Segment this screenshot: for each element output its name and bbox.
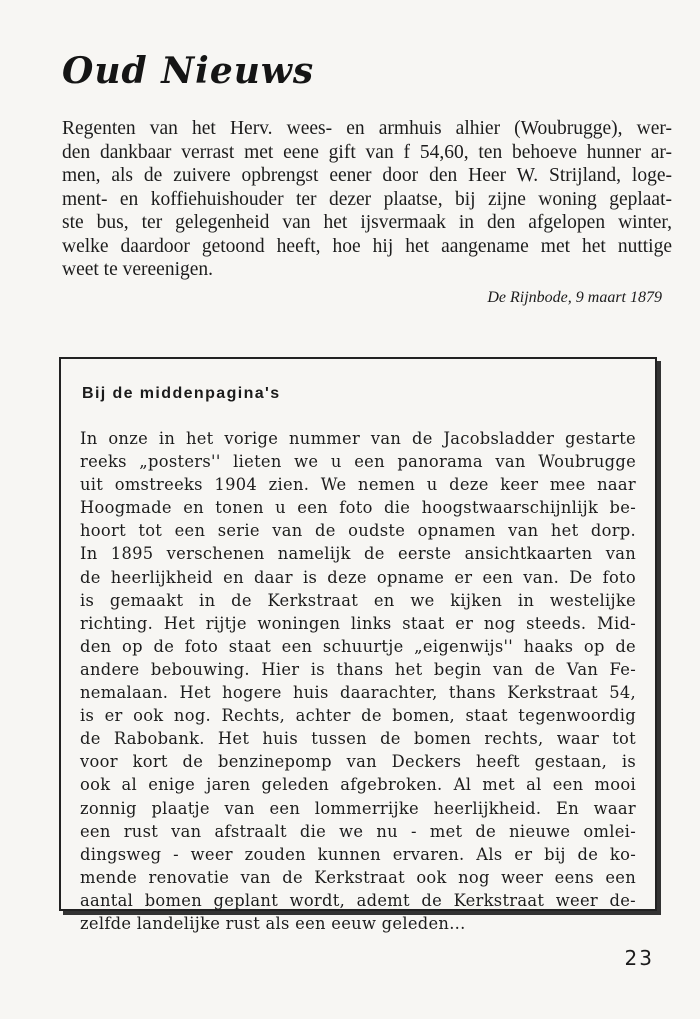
box-body (80, 427, 636, 935)
box-title: Bij de middenpagina's (82, 385, 281, 402)
box-line: is er ook nog. Rechts, achter de bomen, staat tegenwoordig (80, 706, 636, 726)
box-line: hoort tot een serie van de oudste opnamen van het dorp. (80, 521, 636, 541)
page-number: 23 (624, 946, 654, 970)
article-line: weet te vereenigen. (62, 259, 214, 280)
article-line: men, als de zuivere opbrengst eener door den Heer W. Strijland, loge- (62, 165, 672, 186)
box-line: In 1895 verschenen namelijk de eerste ansichtkaarten van (80, 544, 636, 564)
box-line: Hoogmade en tonen u een foto die hoogstwaarschijnlijk be- (80, 498, 636, 518)
box-shadow (657, 361, 661, 915)
box-line: aantal bomen geplant wordt, ademt de Kerkstraat weer de- (80, 890, 636, 910)
box-line: nemalaan. Het hogere huis daarachter, thans Kerkstraat 54, (80, 683, 636, 703)
box-line: voor kort de benzinepomp van Deckers heeft gestaan, is (80, 752, 636, 772)
box-line: een rust van afstraalt die we nu - met de nieuwe omlei- (80, 821, 636, 841)
box-line: mende renovatie van de Kerkstraat ook nog weer eens een (80, 867, 636, 887)
box-line: reeks „posters'' lieten we u een panorama van Woubrugge (80, 452, 636, 472)
box-line: uit omstreeks 1904 zien. We nemen u deze keer mee naar (80, 475, 636, 495)
box-line: den op de foto staat een schuurtje „eigenwijs'' haaks op de (80, 636, 636, 656)
article-line: den dankbaar verrast met eene gift van f 54,60, ten behoeve hunner ar- (62, 141, 672, 163)
box-line: dingsweg - weer zouden kunnen ervaren. Als er bij de ko- (80, 844, 636, 864)
box-line: zonnig plaatje van een lommerrijke heerlijkheid. En waar (80, 798, 636, 818)
box-line: andere bebouwing. Hier is thans het begin van de Van Fe- (80, 659, 636, 679)
article-line: ste bus, ter gelegenheid van het ijsvermaak in den afgelopen winter, (62, 212, 672, 233)
article-line: ment- en koffiehuishouder ter dezer plaatse, bij zijne woning geplaat- (62, 188, 672, 210)
article-source: De Rijnbode, 9 maart 1879 (487, 289, 662, 306)
article-line: welke daardoor getoond heeft, hoe hij het aangename met het nuttige (62, 235, 672, 257)
box-line: de Rabobank. Het huis tussen de bomen rechts, waar tot (80, 729, 636, 749)
article-line: Regenten van het Herv. wees- en armhuis alhier (Woubrugge), wer- (62, 118, 672, 139)
box-line: de heerlijkheid en daar is deze opname er een van. De foto (80, 567, 636, 587)
box-line: ook al enige jaren geleden afgebroken. Al met al een mooi (80, 775, 636, 795)
box-line: In onze in het vorige nummer van de Jacobsladder gestarte (80, 429, 636, 448)
page-heading: Oud Nieuws (62, 50, 315, 92)
box-line: richting. Het rijtje woningen links staat er nog steeds. Mid- (80, 613, 636, 633)
box-line: zelfde landelijke rust als een eeuw geleden... (80, 913, 466, 933)
box-line: is gemaakt in de Kerkstraat en we kijken in westelijke (80, 590, 636, 610)
news-article (62, 117, 672, 282)
